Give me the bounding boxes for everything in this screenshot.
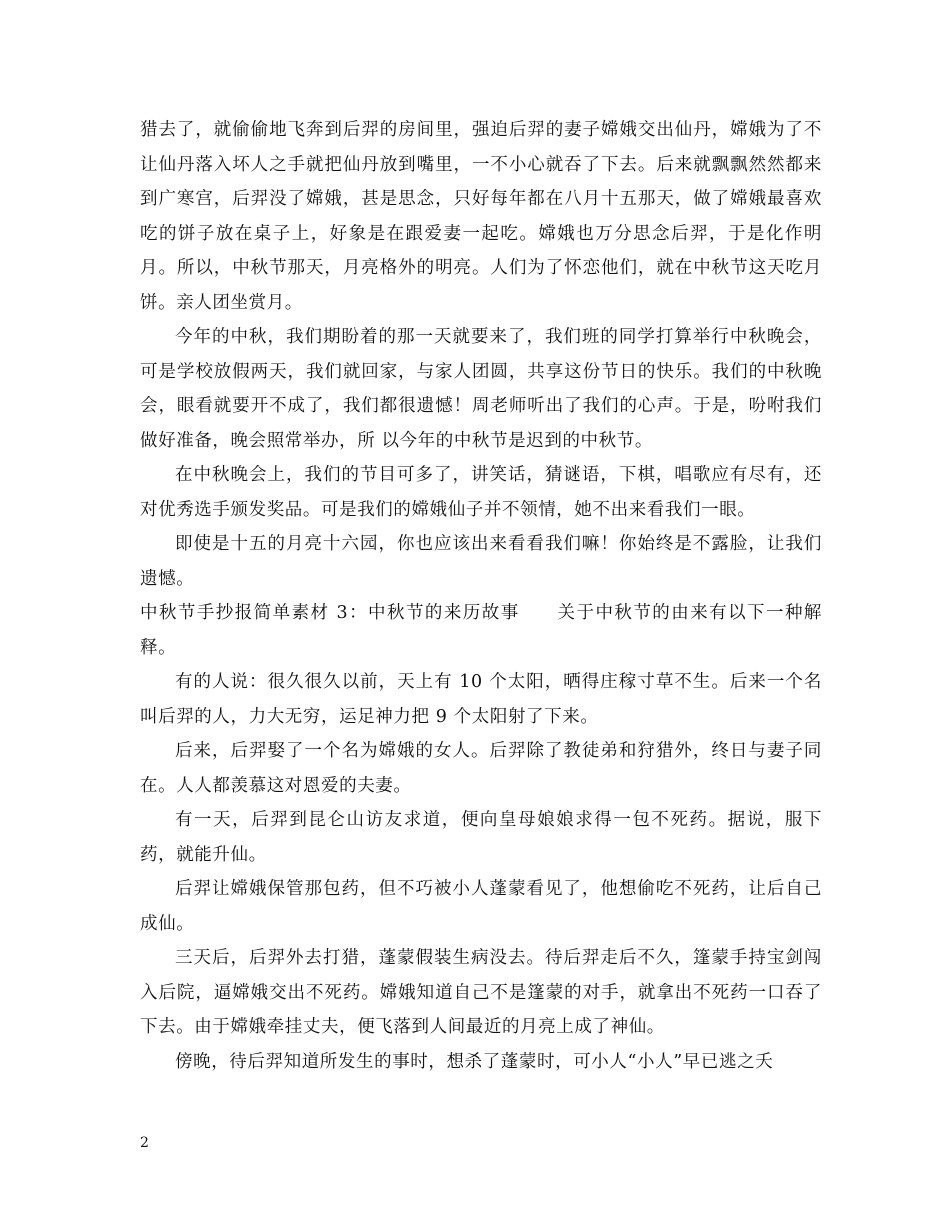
paragraph-3: 在中秋晚会上，我们的节目可多了，讲笑话，猜谜语，下棋，唱歌应有尽有，还对优秀选手颁发奖品。可是我们的嫦娥仙子并不领情，她不出来看我们一眼。	[140, 465, 822, 520]
paragraph-1: 猎去了，就偷偷地飞奔到后羿的房间里，强迫后羿的妻子嫦娥交出仙丹，嫦娥为了不让仙丹落入坏人之手就把仙丹放到嘴里，一不小心就吞了下去。后来就飘飘然然都来到广寒宫，后羿没了嫦娥，甚是思念，只好每年都在八月十五那天，做了嫦娥最喜欢吃的饼子放在桌子上，好象是在跟爱妻一起吃。嫦娥也万分思念后羿，于是化作明月。所以，中秋节那天，月亮格外的明亮。人们为了怀恋他们，就在中秋节这天吃月饼。亲人团坐赏月。	[140, 120, 822, 313]
paragraph-7: 后来，后羿娶了一个名为嫦娥的女人。后羿除了教徒弟和狩猎外，终日与妻子同在。人人都羡慕这对恩爱的夫妻。	[140, 741, 822, 796]
document-body	[140, 113, 822, 1079]
page-number: 2	[140, 1135, 149, 1151]
paragraph-11: 傍晚，待后羿知道所发生的事时，想杀了蓬蒙时，可小人“小人”早已逃之夭	[175, 1051, 774, 1072]
paragraph-4: 即使是十五的月亮十六园，你也应该出来看看我们嘛！你始终是不露脸，让我们遗憾。	[140, 534, 822, 589]
paragraph-8: 有一天，后羿到昆仑山访友求道，便向皇母娘娘求得一包不死药。据说，服下药，就能升仙。	[140, 810, 822, 865]
paragraph-10: 三天后，后羿外去打猎，蓬蒙假装生病没去。待后羿走后不久，篷蒙手持宝剑闯入后院，逼嫦娥交出不死药。嫦娥知道自己不是篷蒙的对手，就拿出不死药一口吞了下去。由于嫦娥牵挂丈夫，便飞落到人间最近的月亮上成了神仙。	[140, 948, 822, 1037]
section-heading-paragraph: 中秋节手抄报简单素材 3：中秋节的来历故事 关于中秋节的由来有以下一种解释。	[140, 603, 822, 658]
paragraph-9: 后羿让嫦娥保管那包药，但不巧被小人蓬蒙看见了，他想偷吃不死药，让后自己成仙。	[140, 879, 822, 934]
paragraph-6: 有的人说：很久很久以前，天上有 10 个太阳，晒得庄稼寸草不生。后来一个名叫后羿的人，力大无穷，运足神力把 9 个太阳射了下来。	[140, 672, 822, 727]
paragraph-2: 今年的中秋，我们期盼着的那一天就要来了，我们班的同学打算举行中秋晚会，可是学校放假两天，我们就回家，与家人团圆，共享这份节日的快乐。我们的中秋晚会，眼看就要开不成了，我们都很遗憾！周老师听出了我们的心声。于是，吩咐我们做好准备，晚会照常举办，所 以今年的中秋节是迟到的中秋节。	[140, 327, 822, 451]
